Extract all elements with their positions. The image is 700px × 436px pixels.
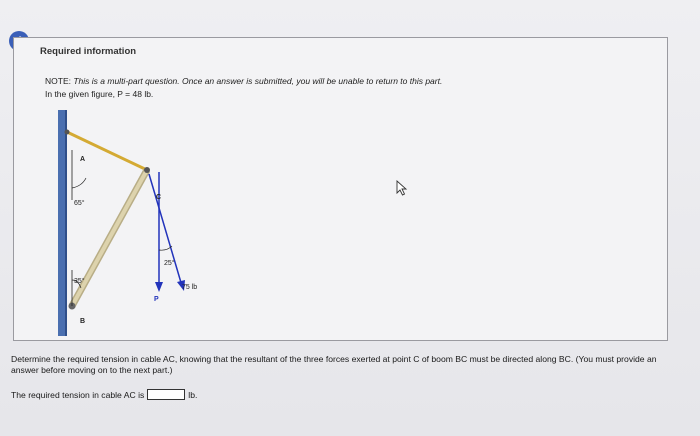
given-text: In the given figure, P = 48 lb. [45,89,154,99]
label-b: B [80,318,86,325]
answer-unit: lb. [188,389,198,400]
question-text: Determine the required tension in cable AC, knowing that the resultant of the three forces exerted at point C of boom BC must be directed along BC. (You must provide an answer before moving on to the next part.) [11,354,657,375]
pin-c [144,167,150,173]
label-force-75: 75 lb [182,284,198,291]
label-angle-35: 35° [74,278,85,285]
label-c: C [156,194,162,201]
answer-prefix: The required tension in cable AC is [11,389,145,400]
note-text [45,76,442,86]
angle-arc-65 [72,178,86,188]
panel-title: Required information [40,46,137,57]
wall [58,110,65,336]
label-angle-65: 65° [74,200,85,207]
wall-edge [65,110,67,336]
tension-answer-input[interactable] [147,389,185,400]
label-a: A [80,156,86,163]
pin-a [65,130,70,135]
required-information-panel [13,37,668,341]
boom-bc-highlight [72,170,147,306]
force-75-line [149,174,182,286]
boom-cable-figure [54,110,214,345]
label-force-p: P [154,296,159,303]
label-angle-25: 25° [164,260,175,267]
mouse-cursor-icon [396,180,408,196]
figure-drawing [54,110,214,345]
note-label: NOTE: [45,76,71,86]
cable-ac [67,132,147,170]
note-body: This is a multi-part question. Once an answer is submitted, you will be unable to return to this part. [73,76,443,86]
force-p-arrow [155,282,163,292]
answer-row [11,389,197,400]
